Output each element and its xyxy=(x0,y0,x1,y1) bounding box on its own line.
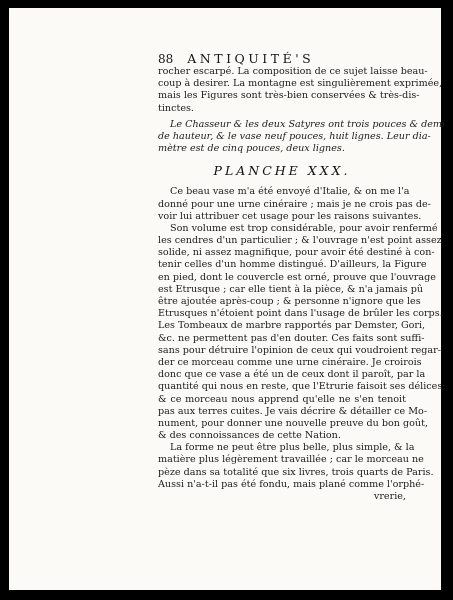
dimension-line: mètre est de cinq pouces, deux lignes. xyxy=(158,143,345,155)
text-line: en pied, dont le couvercle est orné, prouve que l'ouvrage xyxy=(158,271,436,283)
text-line: &c. ne permettent pas d'en douter. Ces faits sont suffi- xyxy=(158,332,425,344)
text-block xyxy=(158,66,446,503)
text-line: Etrusques n'étoient point dans l'usage de brûler les corps. xyxy=(158,308,443,320)
text-line: mais les Figures sont très-bien conservées & très-dis- xyxy=(158,90,420,102)
text-line: pas aux terres cuites. Je vais décrire & détailler ce Mo- xyxy=(158,405,428,417)
page-header xyxy=(158,51,418,66)
text-line: der ce morceau comme une urne cinéraire. Je croirois xyxy=(158,356,422,368)
text-line: Les Tombeaux de marbre rapportés par Demster, Gori, xyxy=(158,320,426,332)
text-line: tinctes. xyxy=(158,102,194,114)
text-line: La forme ne peut être plus belle, plus simple, & la xyxy=(170,442,415,454)
text-line: rocher escarpé. La composition de ce sujet laisse beau- xyxy=(158,66,428,77)
text-line: tenir celles d'un homme distingué. D'ailleurs, la Figure xyxy=(158,259,427,271)
text-line: les cendres d'un particulier ; & l'ouvrage n'est point assez xyxy=(158,235,442,247)
text-line: donné pour une urne cinéraire ; mais je ne crois pas de- xyxy=(158,198,431,210)
book-page xyxy=(9,8,446,590)
text-line: pèze dans sa totalité que six livres, trois quarts de Paris. xyxy=(158,466,434,478)
text-line: matière plus légèrement travaillée ; car le morceau ne xyxy=(158,454,424,466)
text-line: solide, ni assez magnifique, pour avoir été destiné à con- xyxy=(158,247,435,259)
text-line: nument, pour donner une nouvelle preuve du bon goût, xyxy=(158,417,429,429)
catchword: vrerie, xyxy=(373,491,406,502)
text-line: Son volume est trop considérable, pour avoir renfermé xyxy=(170,222,438,234)
text-line: voir lui attribuer cet usage pour les raisons suivantes. xyxy=(158,210,422,222)
text-line: & ce morceau nous apprend qu'elle ne s'en tenoit xyxy=(158,393,406,405)
text-line: est Etrusque ; car elle tient à la pièce, & n'a jamais pû xyxy=(158,283,424,295)
plate-title: PLANCHE XXX. xyxy=(213,163,351,179)
text-line: quantité qui nous en reste, que l'Etrurie faisoit ses délices; xyxy=(158,381,446,393)
dimension-line: de hauteur, & le vase neuf pouces, huit lignes. Leur dia- xyxy=(158,130,431,142)
text-line: Aussi n'a-t-il pas été fondu, mais plané comme l'orphé- xyxy=(158,478,425,490)
running-title: ANTIQUITÉ'S xyxy=(187,51,315,66)
dimension-line: Le Chasseur & les deux Satyres ont trois pouces & demi xyxy=(170,118,446,130)
text-line: être ajoutée après-coup ; & personne n'ignore que les xyxy=(158,296,421,307)
page-number: 88 xyxy=(158,52,174,66)
text-line: sans pour détruire l'opinion de ceux qui voudroient regar- xyxy=(158,344,441,356)
text-line: coup à desirer. La montagne est singulièrement exprimée, xyxy=(158,78,443,90)
text-line: donc que ce vase a été un de ceux dont il paroît, par la xyxy=(158,369,426,381)
text-line: & des connoissances de cette Nation. xyxy=(158,430,341,442)
text-line: Ce beau vase m'a été envoyé d'Italie, & on me l'a xyxy=(170,186,410,198)
